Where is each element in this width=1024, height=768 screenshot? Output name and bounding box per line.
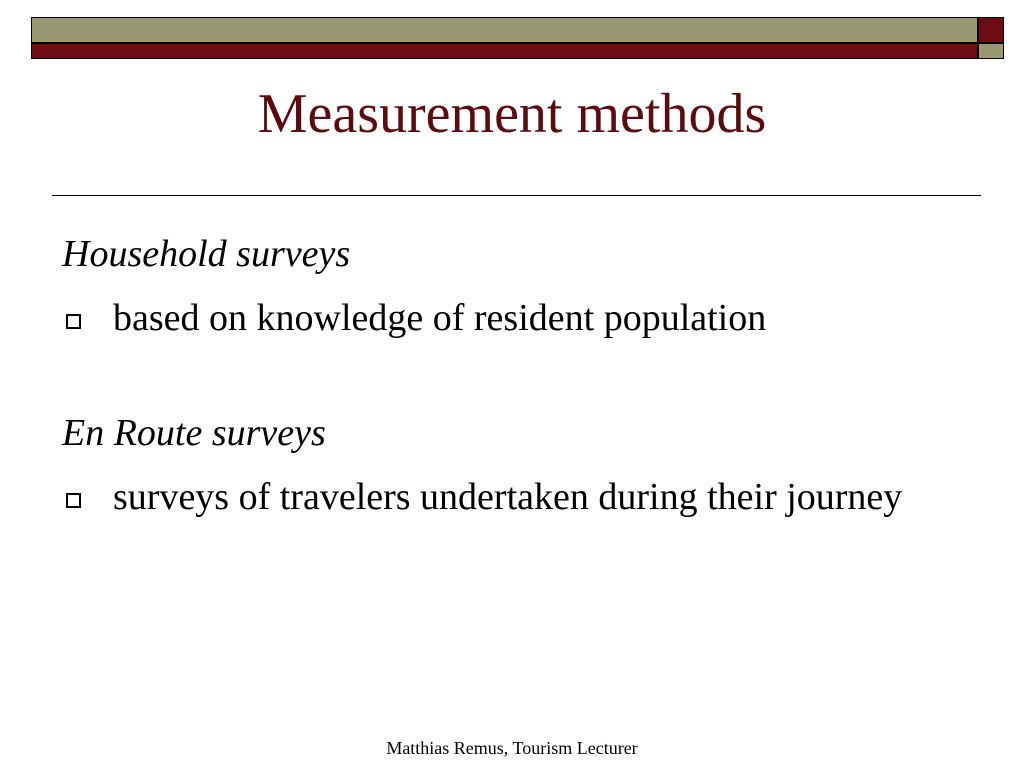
slide-title: Measurement methods — [257, 83, 767, 145]
section-heading-en-route: En Route surveys — [62, 412, 326, 455]
bullet-item-household — [62, 296, 962, 342]
title-divider — [52, 195, 981, 196]
bullet-item-en-route — [62, 475, 962, 521]
slide-footer: Matthias Remus, Tourism Lecturer — [386, 738, 638, 758]
banner-maroon-bar — [31, 43, 978, 59]
banner-maroon-square — [978, 17, 1004, 43]
bullet-text-en-route: surveys of travelers undertaken during their journey — [113, 475, 903, 518]
banner-olive-square — [978, 43, 1004, 59]
bullet-text-household: based on knowledge of resident population — [113, 296, 767, 339]
hollow-square-bullet-icon — [66, 314, 81, 329]
slide-content — [62, 232, 962, 520]
section-spacer — [62, 341, 962, 411]
section-heading-household: Household surveys — [62, 233, 351, 275]
banner-olive-bar — [31, 17, 978, 43]
hollow-square-bullet-icon — [66, 493, 81, 508]
